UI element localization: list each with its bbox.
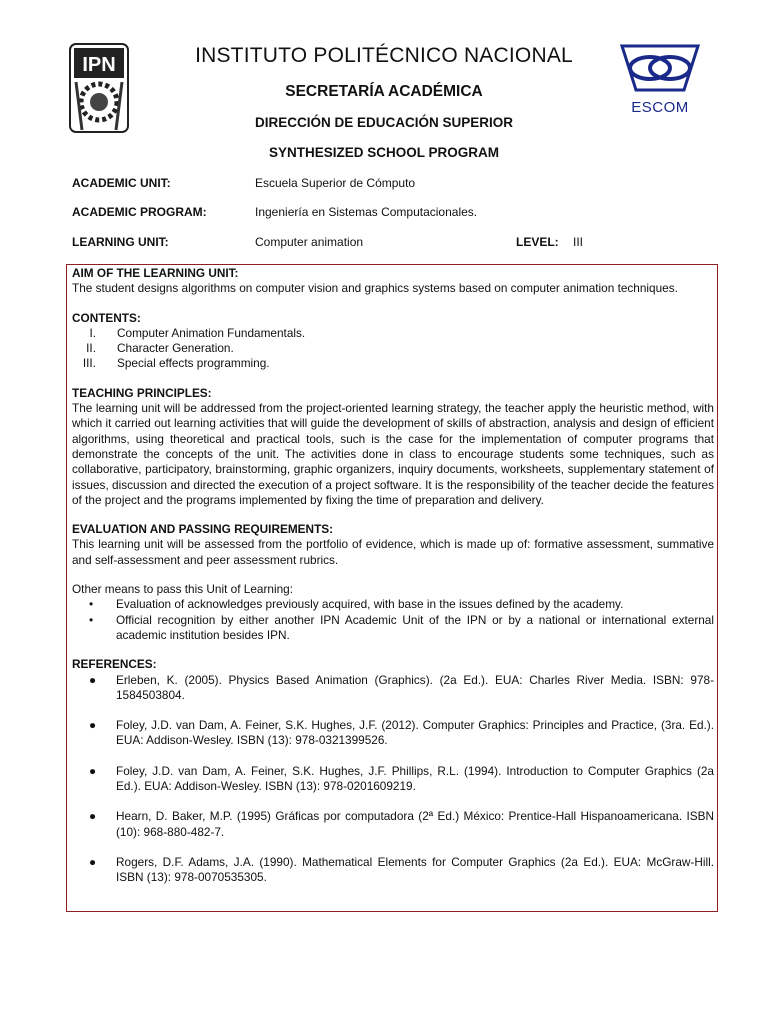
reference-text: Foley, J.D. van Dam, A. Feiner, S.K. Hughes, J.F. Phillips, R.L. (1994). Introduction to Computer Graphics (2a Ed.). EUA: Addison-Wesley. ISBN (13): 978-0201609219. <box>116 763 714 794</box>
evaluation-heading: EVALUATION AND PASSING REQUIREMENTS: <box>72 522 334 537</box>
bullet-icon: • <box>89 597 94 612</box>
escom-logo-text: ESCOM <box>631 99 689 116</box>
academic-unit-value: Escuela Superior de Cómputo <box>255 176 416 190</box>
list-item-number: III. <box>82 356 96 371</box>
list-item <box>72 341 714 356</box>
list-item-number: II. <box>86 341 96 356</box>
secretariat-title: SECRETARÍA ACADÉMICA <box>285 83 483 100</box>
bullet-icon: ● <box>89 718 97 733</box>
teaching-text: The learning unit will be addressed from the project-oriented learning strategy, the teacher apply the heuristic method, with which it carried out learning activities that will guide the development of skills of abstraction, analysis and design of efficient algorithms, using theoretical and practical tools, such is the case for the implementation of computer programs that demonstrate the concepts of the unit. The activities done in class to encourage students some techniques, such as collaborative, participatory, brainstorming, graphic organizers, inquiry documents, worksheets, supplementary statement of issues, discussion and directed the execution of a project software. It is the responsibility of the teacher decide the features of the project and the programs implemented by fixing the time of preparation and delivery. <box>72 401 714 507</box>
reference-item <box>89 718 714 749</box>
list-item-text: Official recognition by either another IPN Academic Unit of the IPN or by a national or international external academic institution besides IPN. <box>116 612 714 642</box>
institution-title: INSTITUTO POLITÉCNICO NACIONAL <box>195 44 573 67</box>
aim-text: The student designs algorithms on computer vision and graphics systems based on computer animation techniques. <box>72 281 678 296</box>
academic-unit-label: ACADEMIC UNIT: <box>72 176 171 190</box>
program-type-title: SYNTHESIZED SCHOOL PROGRAM <box>268 145 500 160</box>
list-item <box>72 326 714 341</box>
list-item <box>89 597 714 612</box>
reference-text: Erleben, K. (2005). Physics Based Animation (Graphics). (2a Ed.). EUA: Charles River Media. ISBN: 978-1584503804. <box>116 672 714 702</box>
list-item-number: I. <box>89 325 96 340</box>
aim-heading: AIM OF THE LEARNING UNIT: <box>72 266 239 280</box>
evaluation-text: This learning unit will be assessed from the portfolio of evidence, which is made up of: formative assessment, summative and self-assessment and peer assessment rubrics. <box>72 537 714 567</box>
list-item <box>89 613 714 644</box>
list-item-text: Evaluation of acknowledges previously acquired, with base in the issues defined by the academy. <box>116 597 624 612</box>
evaluation-other-intro: Other means to pass this Unit of Learning: <box>72 582 293 597</box>
academic-program-value: Ingeniería en Sistemas Computacionales. <box>255 205 478 219</box>
references-heading: REFERENCES: <box>72 657 157 672</box>
direction-title: DIRECCIÓN DE EDUCACIÓN SUPERIOR <box>254 115 514 130</box>
list-item-text: Character Generation. <box>117 341 234 356</box>
reference-item <box>89 855 714 886</box>
list-item-text: Computer Animation Fundamentals. <box>117 325 306 340</box>
bullet-icon: ● <box>89 672 97 687</box>
learning-unit-value: Computer animation <box>255 235 364 249</box>
bullet-icon: ● <box>89 763 97 778</box>
contents-heading: CONTENTS: <box>72 310 141 325</box>
list-item-text: Special effects programming. <box>117 356 270 371</box>
reference-item <box>89 809 714 840</box>
program-content-box <box>66 264 718 912</box>
bullet-icon: • <box>89 612 94 627</box>
reference-item <box>89 764 714 795</box>
academic-program-label: ACADEMIC PROGRAM: <box>72 205 207 219</box>
level-value: III <box>573 235 584 249</box>
level-label: LEVEL: <box>516 235 559 249</box>
bullet-icon: ● <box>89 854 97 869</box>
reference-text: Hearn, D. Baker, M.P. (1995) Gráficas por computadora (2ª Ed.) México: Prentice-Hall Hispanoamericana. ISBN (10): 968-880-482-7. <box>116 809 714 839</box>
ipn-logo-text: IPN <box>82 54 116 76</box>
reference-item <box>89 673 714 704</box>
learning-unit-label: LEARNING UNIT: <box>72 235 169 249</box>
list-item <box>72 356 714 371</box>
reference-text: Foley, J.D. van Dam, A. Feiner, S.K. Hughes, J.F. (2012). Computer Graphics: Principles and Practice, (3ra. Ed.). EUA: Addison-Wesley. ISBN (13): 978-0321399526. <box>116 718 714 748</box>
teaching-heading: TEACHING PRINCIPLES: <box>72 385 212 400</box>
bullet-icon: ● <box>89 809 97 824</box>
reference-text: Rogers, D.F. Adams, J.A. (1990). Mathematical Elements for Computer Graphics (2a Ed.). EUA: McGraw-Hill. ISBN (13): 978-0070535305. <box>116 854 714 885</box>
